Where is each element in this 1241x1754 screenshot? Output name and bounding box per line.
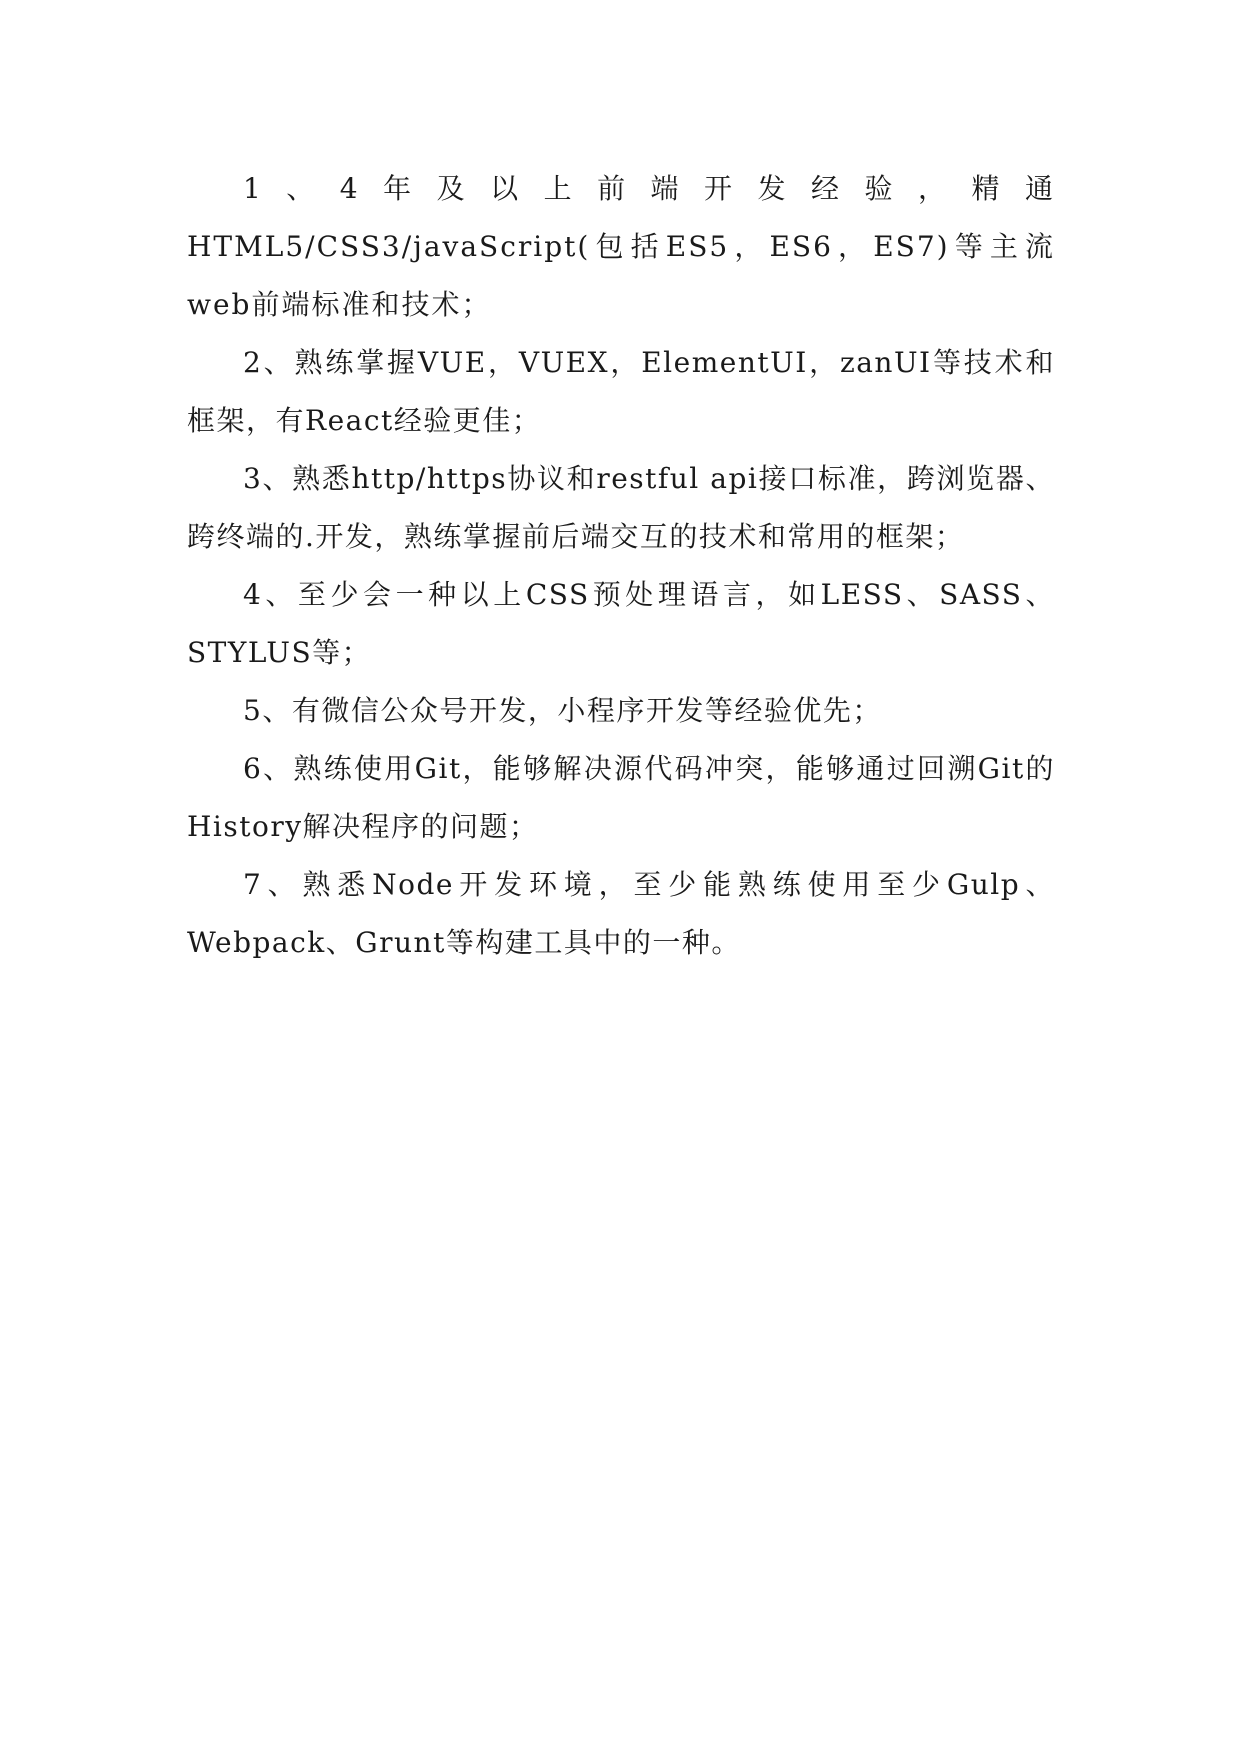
requirement-paragraph-3: 3、熟悉http/https协议和restful api接口标准，跨浏览器、跨终端的.开发，熟练掌握前后端交互的技术和常用的框架；: [187, 462, 1055, 553]
requirement-paragraph-4: 4、至少会一种以上CSS预处理语言，如LESS、SASS、STYLUS等；: [187, 578, 1055, 669]
requirement-paragraph-1: 1、4年及以上前端开发经验，精通HTML5/CSS3/javaScript(包括ES5，ES6，ES7)等主流web前端标准和技术；: [187, 172, 1055, 321]
requirement-paragraph-7: 7、熟悉Node开发环境，至少能熟练使用至少Gulp、Webpack、Grunt等构建工具中的一种。: [187, 868, 1055, 959]
requirement-paragraph-5: 5、有微信公众号开发，小程序开发等经验优先；: [243, 694, 882, 727]
requirement-paragraph-2: 2、熟练掌握VUE，VUEX，ElementUI，zanUI等技术和框架，有React经验更佳；: [187, 346, 1055, 437]
document-body: [187, 160, 1055, 972]
requirement-paragraph-6: 6、熟练使用Git，能够解决源代码冲突，能够通过回溯Git的History解决程序的问题；: [187, 752, 1055, 843]
